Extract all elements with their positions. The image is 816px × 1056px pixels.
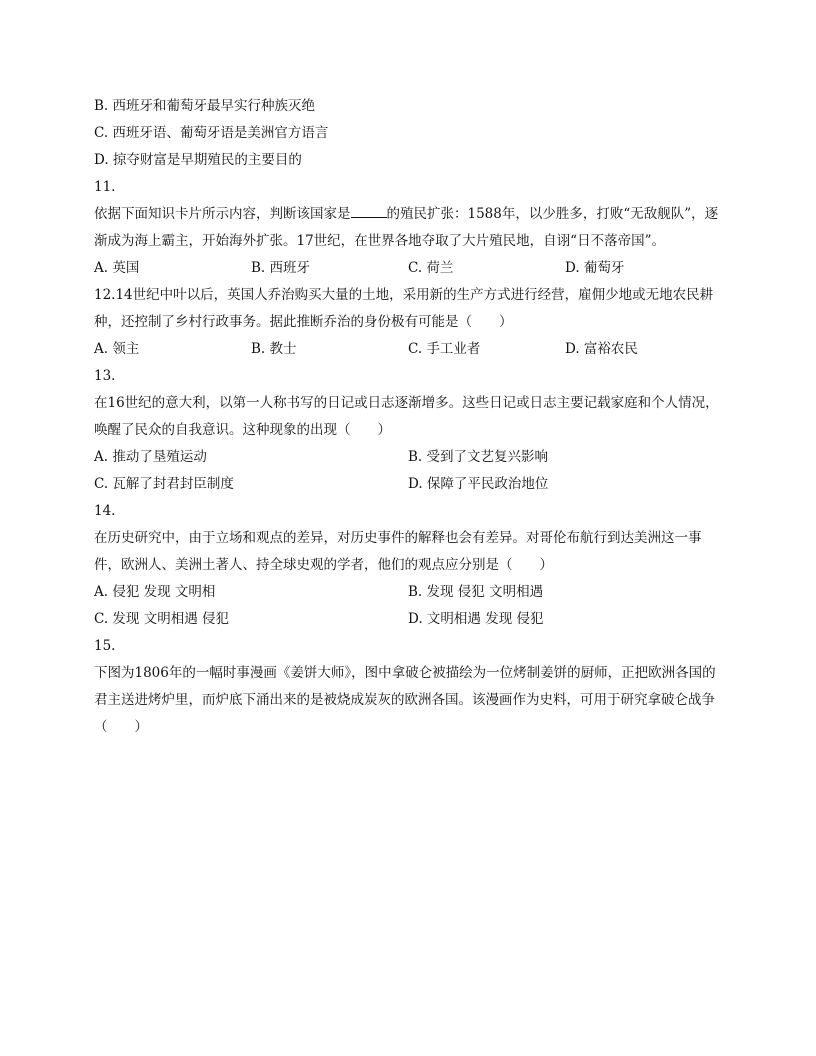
- q13-option-b: B. 受到了文艺复兴影响: [408, 449, 549, 465]
- q11-number: 11.: [94, 179, 116, 195]
- q13-stem: 在16世纪的意大利，以第一人称书写的日记或日志逐渐增多。这些日记或日志主要记载家庭和个人情况，唤醒了民众的自我意识。这种现象的出现（ ）: [94, 395, 719, 438]
- q14-options-row1: [94, 579, 724, 606]
- q14-option-d: D. 文明相遇 发现 侵犯: [408, 611, 544, 627]
- q12-option-d: D. 富裕农民: [565, 341, 638, 357]
- q11-option-b: B. 西班牙: [251, 260, 311, 276]
- q15-number: 15.: [94, 638, 116, 654]
- q11-option-c: C. 荷兰: [408, 260, 454, 276]
- q15-stem: 下图为1806年的一幅时事漫画《姜饼大师》，图中拿破仑被描绘为一位烤制姜饼的厨师，正把欧洲各国的君主送进烤炉里，而炉底下涌出来的是被烧成炭灰的欧洲各国。该漫画作为史料，可用于研究拿破仑战争（ ）: [94, 665, 716, 735]
- q14-option-b: B. 发现 侵犯 文明相遇: [408, 584, 544, 600]
- q13-option-c: C. 瓦解了封君封臣制度: [94, 476, 234, 492]
- q13-option-d: D. 保障了平民政治地位: [408, 476, 549, 492]
- q11-stem-part1: 依据下面知识卡片所示内容，判断该国家是: [94, 206, 351, 222]
- q12-option-a: A. 领主: [94, 341, 140, 357]
- q13-option-a: A. 推动了垦殖运动: [94, 449, 207, 465]
- q11-options: [94, 255, 724, 282]
- answer-blank: [351, 203, 387, 218]
- q14-options-row2: [94, 606, 724, 633]
- q10-option-b: B. 西班牙和葡萄牙最早实行种族灭绝: [94, 98, 316, 114]
- q12-options: [94, 336, 724, 363]
- q12-stem: 12.14世纪中叶以后，英国人乔治购买大量的土地，采用新的生产方式进行经营，雇佣少地或无地农民耕种，还控制了乡村行政事务。据此推断乔治的身份极有可能是（ ）: [94, 287, 714, 330]
- q13-options-row2: [94, 471, 724, 498]
- q13-number: 13.: [94, 368, 116, 384]
- q11-option-d: D. 葡萄牙: [565, 260, 625, 276]
- q14-stem: 在历史研究中，由于立场和观点的差异，对历史事件的解释也会有差异。对哥伦布航行到达美洲这一事件，欧洲人、美洲土著人、持全球史观的学者，他们的观点应分别是（ ）: [94, 530, 702, 573]
- q14-option-c: C. 发现 文明相遇 侵犯: [94, 611, 230, 627]
- q11-stem: [94, 201, 724, 255]
- q14-option-a: A. 侵犯 发现 文明相: [94, 584, 216, 600]
- q13-options-row1: [94, 444, 724, 471]
- q11-option-a: A. 英国: [94, 260, 140, 276]
- q10-option-c: C. 西班牙语、葡萄牙语是美洲官方语言: [94, 125, 329, 141]
- q11-stem-part2: 的殖民扩张：1588年，以少胜多，打败“无敌舰队”，逐渐成为海上霸主，开始海外扩张。17世纪，在世界各地夺取了大片殖民地，自诩“日不落帝国”。: [94, 206, 719, 249]
- q10-option-d: D. 掠夺财富是早期殖民的主要目的: [94, 152, 302, 168]
- q12-option-b: B. 教士: [251, 341, 297, 357]
- q12-option-c: C. 手工业者: [408, 341, 481, 357]
- exam-page: [94, 93, 724, 741]
- q14-number: 14.: [94, 503, 116, 519]
